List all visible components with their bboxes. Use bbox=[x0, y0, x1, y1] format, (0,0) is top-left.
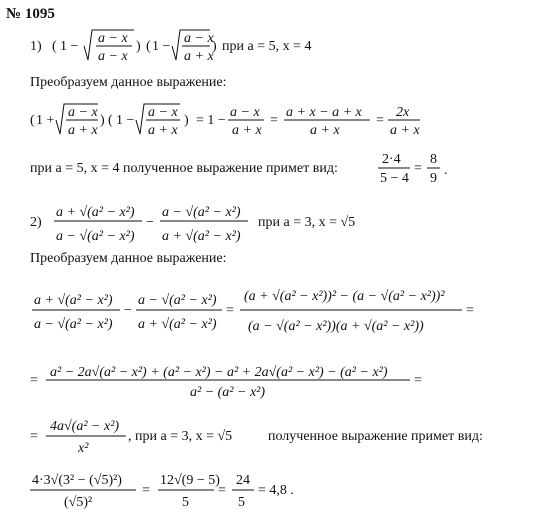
part1-l2-r1-num: a − x bbox=[68, 105, 98, 120]
part2-l2-f2-den: a + √(a² − x²) bbox=[138, 317, 217, 332]
part2-l2-f1-num: a + √(a² − x²) bbox=[34, 293, 113, 308]
part1-l2-paren2-close: ) bbox=[184, 113, 189, 128]
part1-equals-one-minus: = 1 − bbox=[196, 113, 226, 128]
part2-minus: − bbox=[146, 215, 154, 230]
part1-paren2-open: ( bbox=[146, 39, 151, 54]
part1-frac1-num: a − x bbox=[230, 105, 260, 120]
part1-rad1-den: a − x bbox=[98, 49, 128, 64]
part1-paren-close: ) bbox=[136, 39, 141, 54]
part2-line4-frac-num: 4a√(a² − x²) bbox=[50, 419, 120, 434]
part2-final-frac-num: 24 bbox=[236, 473, 250, 488]
part2-final-num: 4·3√(3² − (√5)²) bbox=[32, 473, 122, 488]
part2-f1-den: a − √(a² − x²) bbox=[56, 229, 135, 244]
part2-label: 2) bbox=[30, 215, 42, 230]
part1-eq-b: = bbox=[376, 113, 384, 128]
part2-final-eq2: = bbox=[218, 483, 226, 498]
part2-final-frac-den: 5 bbox=[238, 495, 245, 510]
part1-l2-one-minus: 1 − bbox=[116, 113, 135, 128]
part1-transform-intro: Преобразуем данное выражение: bbox=[30, 75, 227, 90]
part1-rad2-den: a + x bbox=[184, 49, 214, 64]
part1-condition: при a = 5, x = 4 bbox=[222, 39, 312, 54]
part1-l2-r2-den: a + x bbox=[148, 123, 178, 138]
part1-frac2-den: a + x bbox=[310, 123, 340, 138]
part1-l2-paren2-open: ( bbox=[108, 113, 113, 128]
part2-l2-f1-den: a − √(a² − x²) bbox=[34, 317, 113, 332]
part2-condition: при a = 3, x = √5 bbox=[258, 215, 356, 230]
part2-l3-den: a² − (a² − x²) bbox=[190, 385, 266, 400]
part2-l3-eq: = bbox=[30, 373, 38, 388]
part2-f2-den: a + √(a² − x²) bbox=[162, 229, 241, 244]
part2-line4-text: полученное выражение примет вид: bbox=[268, 429, 483, 444]
part1-rad1-num: a − x bbox=[98, 31, 128, 46]
part2-l2-eq: = bbox=[226, 303, 234, 318]
part1-result-num: 2·4 bbox=[382, 152, 401, 167]
part2-final-eq1: = bbox=[142, 483, 150, 498]
part1-one-minus-2: 1 − bbox=[152, 39, 171, 54]
part2-l2-big-num: (a + √(a² − x²))² − (a − √(a² − x²))² bbox=[244, 289, 445, 304]
part2-final-value: = 4,8 . bbox=[258, 483, 294, 498]
part2-line4-frac-den: x² bbox=[78, 441, 89, 456]
part1-l2-r2-num: a − x bbox=[148, 105, 178, 120]
part1-l2-paren-open: ( bbox=[30, 113, 35, 128]
part1-frac3-num: 2x bbox=[396, 105, 410, 120]
part1-result-eq: = bbox=[414, 161, 422, 176]
part2-final-den: (√5)² bbox=[64, 495, 93, 510]
part1-result-den: 5 − 4 bbox=[380, 171, 409, 186]
part1-eq-a: = bbox=[270, 113, 278, 128]
part2-l3-eq2: = bbox=[414, 373, 422, 388]
part2-final-mid-den: 5 bbox=[182, 495, 189, 510]
part2-final-mid-num: 12√(9 − 5) bbox=[160, 473, 220, 488]
part1-label: 1) bbox=[30, 39, 42, 54]
part1-frac1-den: a + x bbox=[232, 123, 262, 138]
part2-f1-num: a + √(a² − x²) bbox=[56, 205, 135, 220]
part1-l2-paren-close: ) bbox=[100, 113, 105, 128]
part2-l2-big-den: (a − √(a² − x²))(a + √(a² − x²)) bbox=[248, 319, 424, 334]
part1-result-value-den: 9 bbox=[430, 171, 437, 186]
part2-l2-minus: − bbox=[124, 303, 132, 318]
part1-result-dot: . bbox=[444, 163, 448, 178]
part1-frac3-den: a + x bbox=[390, 123, 420, 138]
part2-l2-eq2: = bbox=[466, 303, 474, 318]
part2-l2-f2-num: a − √(a² − x²) bbox=[138, 293, 217, 308]
problem-number: № 1095 bbox=[6, 6, 55, 22]
part1-rad2-num: a − x bbox=[184, 31, 214, 46]
part1-result-text: при a = 5, x = 4 полученное выражение примет вид: bbox=[30, 161, 338, 176]
part1-l2-one-plus: 1 + bbox=[36, 113, 55, 128]
part2-line4-cond: , при a = 3, x = √5 bbox=[128, 429, 233, 444]
part1-paren-open: ( bbox=[52, 39, 57, 54]
part1-one-minus: 1 − bbox=[60, 39, 79, 54]
part1-frac2-num: a + x − a + x bbox=[286, 105, 362, 120]
part2-transform-intro: Преобразуем данное выражение: bbox=[30, 251, 227, 266]
part1-result-value-num: 8 bbox=[430, 152, 437, 167]
part2-f2-num: a − √(a² − x²) bbox=[162, 205, 241, 220]
part1-paren2-close: ) bbox=[212, 39, 217, 54]
part1-l2-r1-den: a + x bbox=[68, 123, 98, 138]
part2-l4-eq: = bbox=[30, 429, 38, 444]
part2-l3-num: a² − 2a√(a² − x²) + (a² − x²) − a² + 2a√(a² − x²) − (a² − x²) bbox=[50, 365, 388, 380]
